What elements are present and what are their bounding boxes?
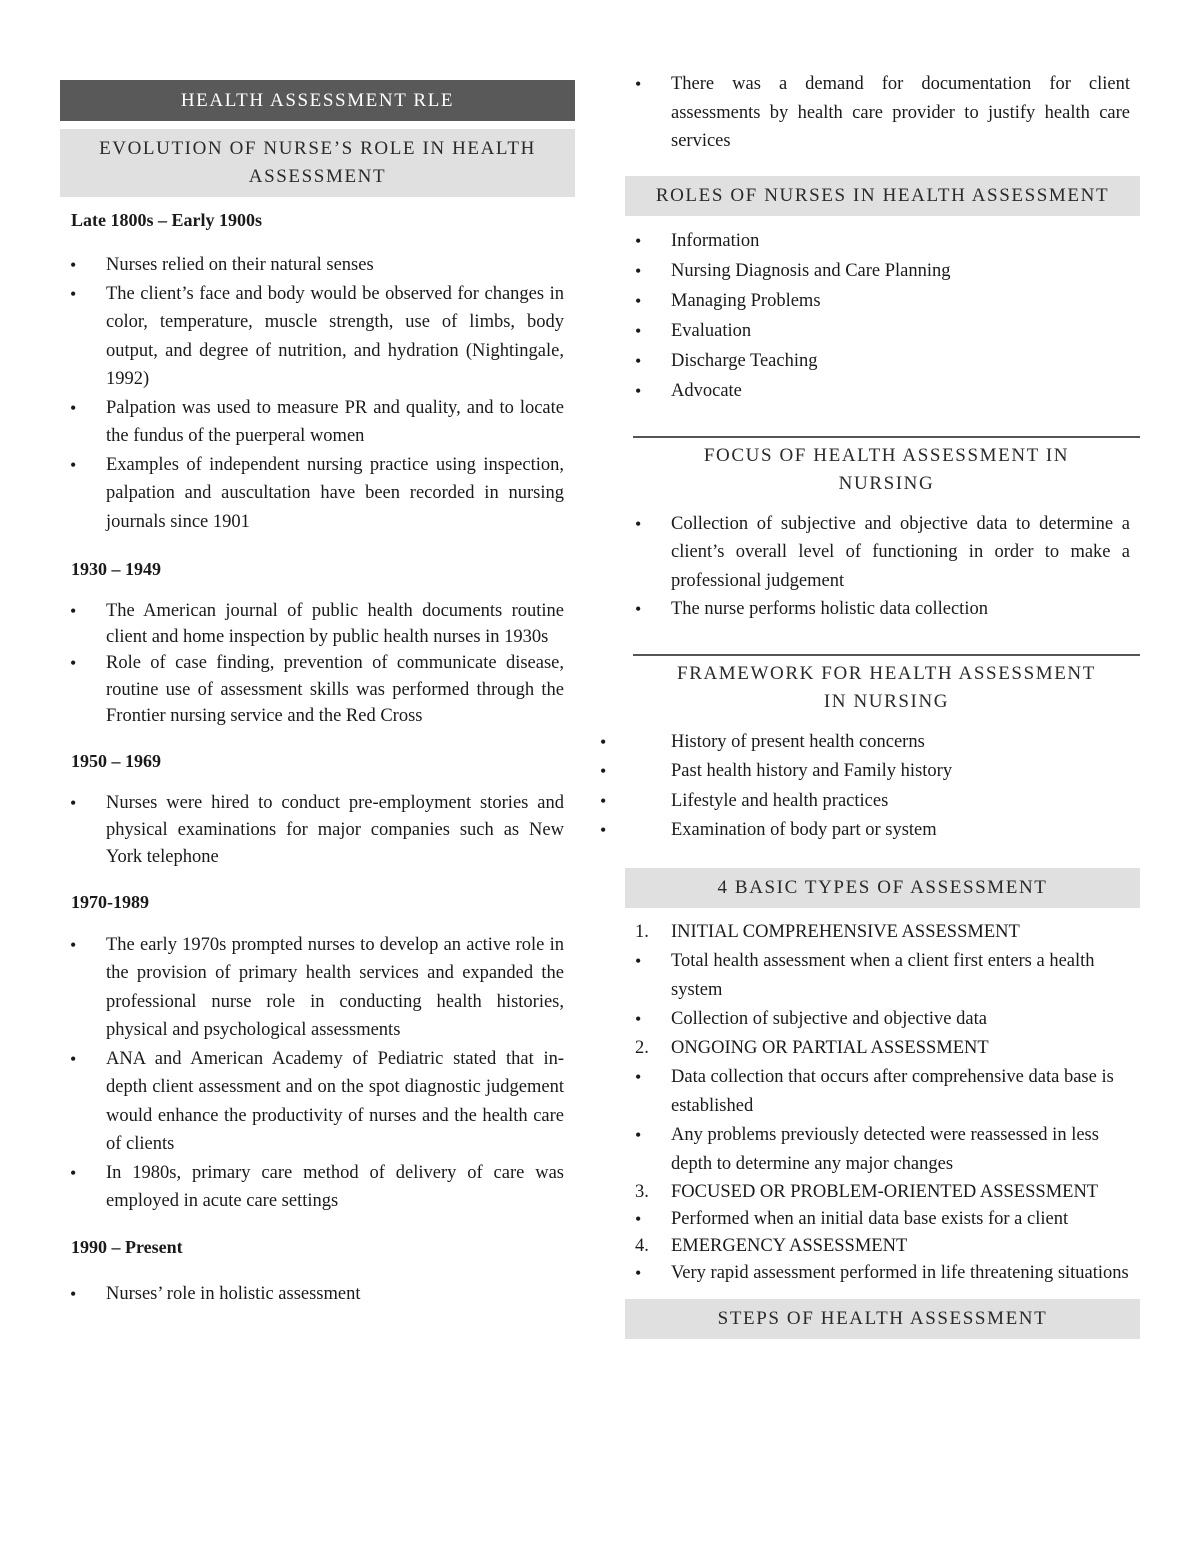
list-item: • The client’s face and body would be observed for changes in color, temperature, muscle strength, use of limbs, body output, and degree of nutrition, and hydration (Nightingale, 1992) <box>60 280 575 394</box>
section-header-framework: FRAMEWORK FOR HEALTH ASSESSMENT IN NURSING <box>633 654 1140 716</box>
list-item: • Total health assessment when a client first enters a health system <box>625 947 1140 1005</box>
document-title: HEALTH ASSESSMENT RLE <box>60 80 575 121</box>
roles-list <box>625 226 1140 406</box>
section-header-steps: STEPS OF HEALTH ASSESSMENT <box>625 1299 1140 1339</box>
list-item: • Collection of subjective and objective data to determine a client’s overall level of functioning in order to make a professional judgement <box>625 510 1140 596</box>
list-item: • Role of case finding, prevention of communicate disease, routine use of assessment skills was performed through the Frontier nursing service and the Red Cross <box>60 650 575 730</box>
item-text: FOCUSED OR PROBLEM-ORIENTED ASSESSMENT <box>671 1181 1099 1202</box>
bullet-list <box>60 790 575 871</box>
numbered-item <box>625 1034 1140 1063</box>
bullet-list <box>60 251 575 536</box>
list-item: • There was a demand for documentation for client assessments by health care provider to justify health care services <box>625 70 1140 156</box>
list-item: • Data collection that occurs after comprehensive data base is established <box>625 1063 1140 1121</box>
numbered-item <box>625 1233 1140 1260</box>
item-number: 2. <box>635 1037 649 1058</box>
list-item: • Managing Problems <box>625 286 1140 316</box>
item-text: EMERGENCY ASSESSMENT <box>671 1235 908 1256</box>
section-header-types: 4 BASIC TYPES OF ASSESSMENT <box>625 868 1140 908</box>
left-column <box>60 80 575 1308</box>
list-item: • Information <box>625 226 1140 256</box>
period-heading: 1950 – 1969 <box>71 750 161 771</box>
list-item: • ANA and American Academy of Pediatric stated that in-depth client assessment and on the spot diagnostic judgement would enhance the productivity of nurses and the health care of clients <box>60 1045 575 1159</box>
list-item: • Past health history and Family history <box>625 757 1140 787</box>
period-heading: 1930 – 1949 <box>71 559 161 579</box>
item-text: ONGOING OR PARTIAL ASSESSMENT <box>671 1037 989 1058</box>
list-item: • Collection of subjective and objective data <box>625 1005 1140 1034</box>
item-number: 1. <box>635 921 649 942</box>
period-heading: 1970-1989 <box>71 891 149 912</box>
list-item: • Examples of independent nursing practice using inspection, palpation and auscultation have been recorded in nursing journals since 1901 <box>60 451 575 537</box>
period-heading: Late 1800s – Early 1900s <box>71 210 262 230</box>
numbered-item <box>625 1179 1140 1206</box>
list-item: • Palpation was used to measure PR and quality, and to locate the fundus of the puerperal women <box>60 394 575 451</box>
list-item: • Examination of body part or system <box>625 816 1140 846</box>
list-item: • The American journal of public health documents routine client and home inspection by public health nurses in 1930s <box>60 598 575 650</box>
item-number: 4. <box>635 1235 649 1256</box>
list-item: • Evaluation <box>625 316 1140 346</box>
list-item: • Nurses’ role in holistic assessment <box>60 1280 575 1309</box>
bullet-list <box>60 1280 575 1309</box>
item-number: 3. <box>635 1181 649 1202</box>
list-item: • Very rapid assessment performed in life threatening situations <box>625 1260 1140 1287</box>
list-item: • Advocate <box>625 376 1140 406</box>
bullet-list <box>60 598 575 730</box>
item-text: INITIAL COMPREHENSIVE ASSESSMENT <box>671 921 1020 942</box>
section-header-roles: ROLES OF NURSES IN HEALTH ASSESSMENT <box>625 176 1140 216</box>
list-item: • Discharge Teaching <box>625 346 1140 376</box>
list-item: • Lifestyle and health practices <box>625 787 1140 817</box>
list-item: • History of present health concerns <box>625 728 1140 758</box>
bullet-list <box>60 931 575 1216</box>
bullet-list <box>625 70 1140 156</box>
list-item: • In 1980s, primary care method of delivery of care was employed in acute care settings <box>60 1159 575 1216</box>
list-item: • Any problems previously detected were reassessed in less depth to determine any major changes <box>625 1121 1140 1179</box>
section-header-evolution: EVOLUTION OF NURSE’S ROLE IN HEALTH ASSESSMENT <box>60 129 575 197</box>
section-header-focus: FOCUS OF HEALTH ASSESSMENT IN NURSING <box>633 436 1140 498</box>
right-column <box>625 70 1140 1339</box>
list-item: • Nurses relied on their natural senses <box>60 251 575 280</box>
focus-list <box>625 510 1140 624</box>
numbered-item <box>625 918 1140 947</box>
assessment-types-list <box>625 918 1140 1287</box>
list-item: • Nurses were hired to conduct pre-employment stories and physical examinations for major companies such as New York telephone <box>60 790 575 871</box>
framework-list <box>625 728 1140 846</box>
period-heading: 1990 – Present <box>71 1236 183 1257</box>
list-item: • Nursing Diagnosis and Care Planning <box>625 256 1140 286</box>
list-item: • The nurse performs holistic data collection <box>625 595 1140 624</box>
list-item: • Performed when an initial data base exists for a client <box>625 1206 1140 1233</box>
list-item: • The early 1970s prompted nurses to develop an active role in the provision of primary health services and expanded the professional nurse role in conducting health histories, physical and psychological assessments <box>60 931 575 1045</box>
